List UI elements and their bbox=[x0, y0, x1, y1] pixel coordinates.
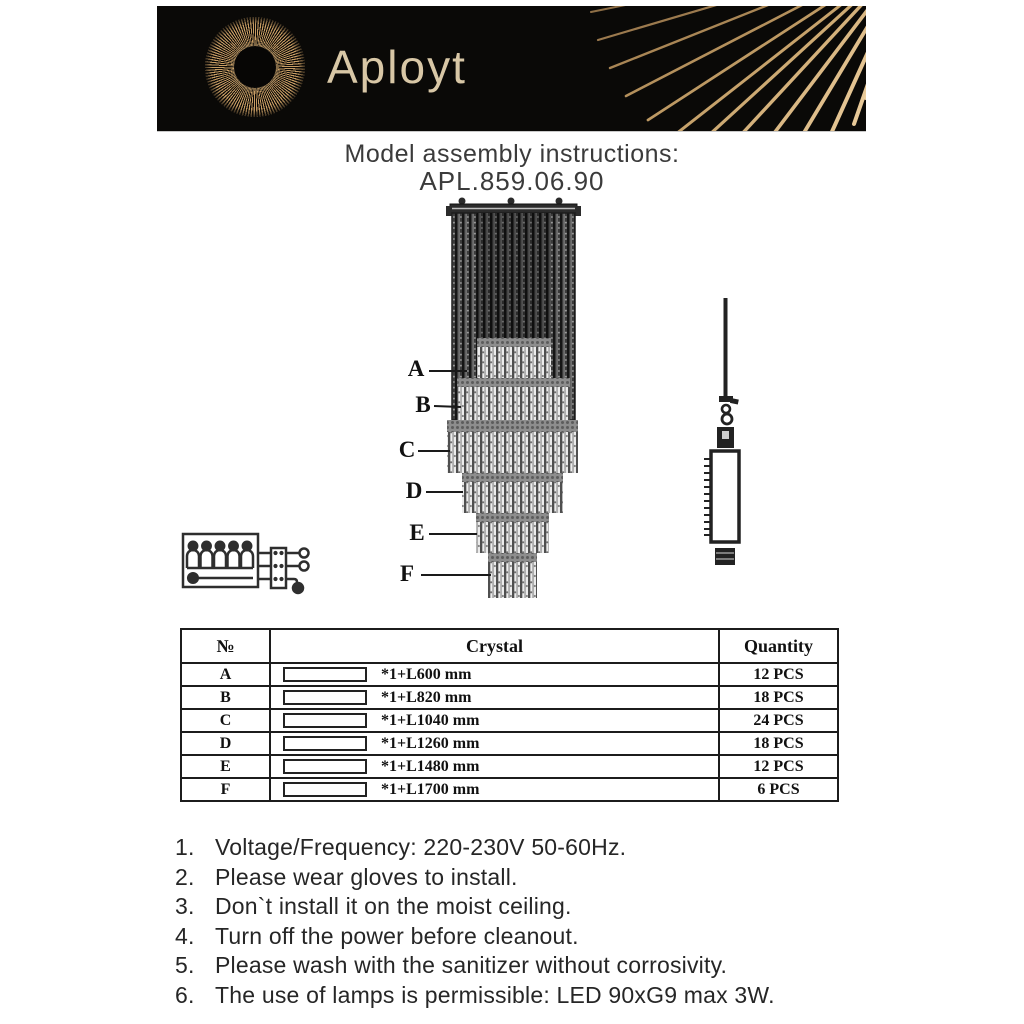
instruction-item bbox=[175, 951, 875, 981]
row-crystal-cell bbox=[270, 755, 719, 778]
chandelier-drawing bbox=[446, 198, 581, 599]
table-row bbox=[181, 732, 838, 755]
instruction-number: 1. bbox=[175, 834, 195, 860]
table-row bbox=[181, 755, 838, 778]
hanging-rod bbox=[704, 298, 739, 565]
crystal-parts-table bbox=[180, 628, 839, 802]
instruction-number: 3. bbox=[175, 893, 195, 920]
instruction-item bbox=[175, 863, 875, 893]
crystal-rect-icon bbox=[283, 713, 367, 728]
crystal-rect-icon bbox=[283, 667, 367, 682]
table-header-row bbox=[181, 629, 838, 663]
table-row bbox=[181, 709, 838, 732]
crystal-rect-icon bbox=[283, 759, 367, 774]
tier-label-a: A bbox=[407, 356, 425, 381]
instruction-number: 5. bbox=[175, 952, 195, 979]
tier-label-c: C bbox=[398, 437, 416, 462]
row-crystal-cell bbox=[270, 778, 719, 801]
instruction-list bbox=[175, 833, 875, 1011]
crystal-spec: *1+L1480 mm bbox=[381, 757, 480, 775]
crystal-rect-icon bbox=[283, 782, 367, 797]
row-id: D bbox=[181, 732, 270, 755]
instruction-item bbox=[175, 922, 875, 952]
instruction-number: 4. bbox=[175, 922, 195, 949]
instruction-number: 6. bbox=[175, 981, 195, 1008]
instruction-text: Don`t install it on the moist ceiling. bbox=[215, 893, 572, 920]
crystal-rect-icon bbox=[283, 690, 367, 705]
instruction-text: Voltage/Frequency: 220-230V 50-60Hz. bbox=[215, 834, 627, 860]
wiring-diagram bbox=[183, 534, 309, 593]
table-row bbox=[181, 778, 838, 801]
instruction-text: The use of lamps is permissible: LED 90xG9 max 3W. bbox=[215, 981, 775, 1008]
crystal-spec: *1+L600 mm bbox=[381, 665, 472, 683]
crystal-spec: *1+L820 mm bbox=[381, 688, 472, 706]
row-crystal-cell bbox=[270, 663, 719, 686]
crystal-spec: *1+L1700 mm bbox=[381, 780, 480, 798]
tier-label-b: B bbox=[415, 392, 431, 417]
instruction-item bbox=[175, 981, 875, 1011]
row-crystal-cell bbox=[270, 732, 719, 755]
instruction-item bbox=[175, 833, 875, 863]
row-quantity: 18 PCS bbox=[719, 686, 838, 709]
instruction-text: Turn off the power before cleanout. bbox=[215, 922, 579, 949]
crystal-spec: *1+L1260 mm bbox=[381, 734, 480, 752]
instruction-text: Please wear gloves to install. bbox=[215, 863, 518, 890]
brand-name: Aployt bbox=[327, 41, 467, 93]
tier-label-e: E bbox=[409, 520, 425, 545]
table-row bbox=[181, 663, 838, 686]
row-id: C bbox=[181, 709, 270, 732]
row-id: E bbox=[181, 755, 270, 778]
instruction-text: Please wash with the sanitizer without corrosivity. bbox=[215, 952, 728, 979]
crystal-spec: *1+L1040 mm bbox=[381, 711, 480, 729]
header-crystal: Crystal bbox=[270, 629, 719, 663]
row-crystal-cell bbox=[270, 686, 719, 709]
model-number: APL.859.06.90 bbox=[419, 166, 605, 196]
page-title: Model assembly instructions: bbox=[344, 140, 680, 168]
header-quantity: Quantity bbox=[719, 629, 838, 663]
row-id: B bbox=[181, 686, 270, 709]
instruction-number: 2. bbox=[175, 863, 195, 890]
row-quantity: 12 PCS bbox=[719, 663, 838, 686]
tier-label-f: F bbox=[399, 561, 415, 586]
crystal-rect-icon bbox=[283, 736, 367, 751]
table-row bbox=[181, 686, 838, 709]
instruction-item bbox=[175, 892, 875, 922]
row-id: A bbox=[181, 663, 270, 686]
row-quantity: 24 PCS bbox=[719, 709, 838, 732]
row-quantity: 12 PCS bbox=[719, 755, 838, 778]
row-crystal-cell bbox=[270, 709, 719, 732]
header-num: № bbox=[181, 629, 270, 663]
row-quantity: 6 PCS bbox=[719, 778, 838, 801]
row-id: F bbox=[181, 778, 270, 801]
tier-label-d: D bbox=[405, 478, 423, 503]
row-quantity: 18 PCS bbox=[719, 732, 838, 755]
